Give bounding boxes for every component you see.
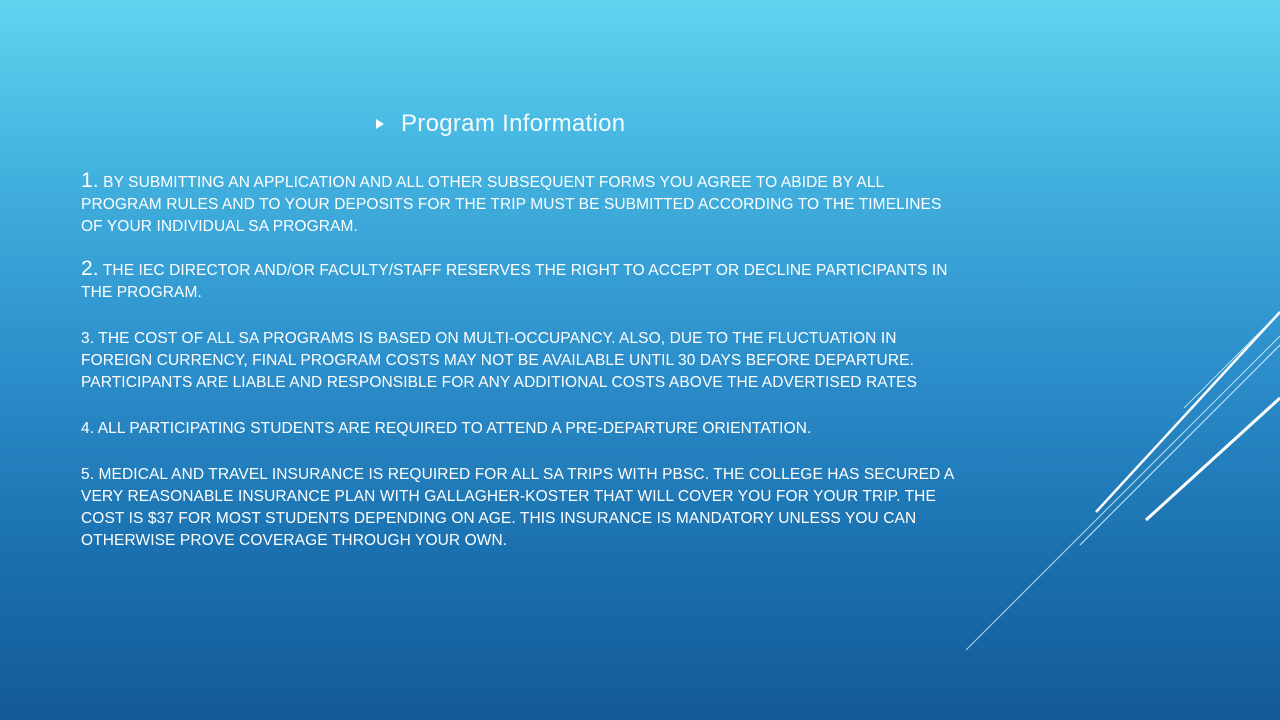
rule-item-1 [81, 170, 961, 238]
rule-item-5 [81, 464, 961, 552]
rule-text: ALL PARTICIPATING STUDENTS ARE REQUIRED TO ATTEND A PRE-DEPARTURE ORIENTATION. [94, 420, 812, 437]
rule-number: 4. [81, 420, 95, 437]
rule-item-4 [81, 418, 961, 440]
rule-number: 1. [81, 169, 99, 192]
deco-line-2 [1080, 345, 1280, 545]
slide-heading: Program Information [401, 110, 626, 137]
rule-text: BY SUBMITTING AN APPLICATION AND ALL OTHER SUBSEQUENT FORMS YOU AGREE TO ABIDE BY ALL PROGRAM RULES AND TO YOUR DEPOSITS FOR THE TRIP MUST BE SUBMITTED ACCORDING TO THE TIMELINES OF YOUR INDIVIDUAL SA PROGRAM. [81, 174, 942, 235]
rule-item-2 [81, 258, 961, 304]
rule-text: THE IEC DIRECTOR AND/OR FACULTY/STAFF RESERVES THE RIGHT TO ACCEPT OR DECLINE PARTICIPANTS IN THE PROGRAM. [81, 262, 948, 301]
rule-number: 5. [81, 466, 95, 483]
rules-list [81, 170, 961, 576]
rule-text: MEDICAL AND TRAVEL INSURANCE IS REQUIRED FOR ALL SA TRIPS WITH PBSC. THE COLLEGE HAS SECURED A VERY REASONABLE INSURANCE PLAN WITH GALLAGHER-KOSTER THAT WILL COVER YOU FOR YOUR TRIP. THE COST IS $37 FOR MOST STUDENTS DEPENDING ON AGE. THIS INSURANCE IS MANDATORY UNLESS YOU CAN OTHERWISE PROVE COVERAGE THROUGH YOUR OWN. [81, 466, 954, 549]
deco-line-1 [966, 336, 1280, 650]
rule-number: 2. [81, 257, 99, 280]
rule-text: THE COST OF ALL SA PROGRAMS IS BASED ON MULTI-OCCUPANCY. ALSO, DUE TO THE FLUCTUATION IN FOREIGN CURRENCY, FINAL PROGRAM COSTS MAY NOT BE AVAILABLE UNTIL 30 DAYS BEFORE DEPARTURE. PARTICIPANTS ARE LIABLE AND RESPONSIBLE FOR ANY ADDITIONAL COSTS ABOVE THE ADVERTISED RATES [81, 330, 918, 391]
heading-row [376, 110, 625, 138]
rule-number: 3. [81, 330, 95, 347]
triangle-right-icon [376, 119, 384, 129]
rule-item-3 [81, 328, 961, 394]
